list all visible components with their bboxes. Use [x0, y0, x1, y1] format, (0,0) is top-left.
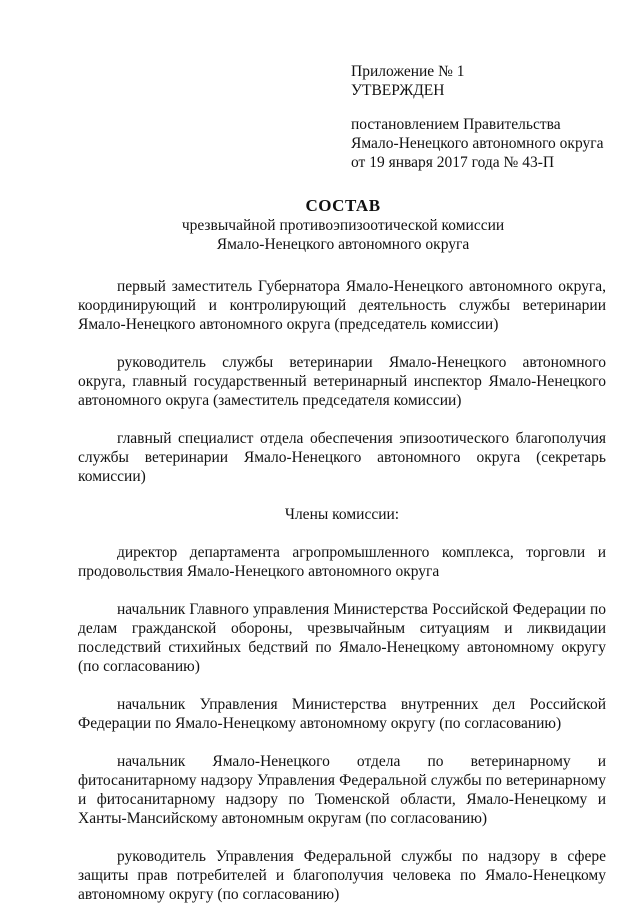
- resolution-date: от 19 января 2017 года № 43-П: [351, 154, 555, 171]
- member-paragraph: начальник Главного управления Министерства Российской Федерации по делам гражданской обороны, чрезвычайным ситуациям и ликвидации последствий стихийных бедствий по Ямало-Ненецкому автономному округу (по согласованию): [78, 601, 606, 675]
- approval-stamp: [351, 62, 621, 172]
- deputy-chairman-paragraph: руководитель службы ветеринарии Ямало-Ненецкого автономного округа, главный государственный ветеринарный инспектор Ямало-Ненецкого автономного округа (заместитель председателя комиссии): [78, 354, 606, 409]
- members-heading: Члены комиссии:: [284, 506, 400, 523]
- title-block: [60, 196, 626, 254]
- document-title: СОСТАВ: [305, 196, 381, 215]
- document-body: [78, 277, 606, 923]
- member-paragraph: начальник Ямало-Ненецкого отдела по ветеринарному и фитосанитарному надзору Управления Федеральной службы по ветеринарному и фитосанитарному надзору по Тюменской области, Ямало-Ненецкому и Ханты-Мансийскому автономным округам (по согласованию): [78, 753, 606, 827]
- resolution-line: постановлением Правительства: [351, 116, 561, 133]
- appendix-number: Приложение № 1: [351, 63, 465, 80]
- spacer: [351, 100, 621, 115]
- document-subtitle-1: чрезвычайной противоэпизоотической комиссии: [181, 217, 505, 234]
- region-line: Ямало-Ненецкого автономного округа: [351, 135, 604, 152]
- chairman-paragraph: первый заместитель Губернатора Ямало-Ненецкого автономного округа, координирующий и контролирующий деятельность службы ветеринарии Ямало-Ненецкого автономного округа (председатель комиссии): [78, 278, 606, 333]
- member-paragraph: директор департамента агропромышленного комплекса, торговли и продовольствия Ямало-Ненецкого автономного округа: [78, 544, 606, 580]
- approved-label: УТВЕРЖДЕН: [351, 82, 445, 99]
- document-subtitle-2: Ямало-Ненецкого автономного округа: [216, 236, 470, 253]
- member-paragraph: руководитель Управления Федеральной службы по надзору в сфере защиты прав потребителей и благополучия человека по Ямало-Ненецкому автономному округу (по согласованию): [78, 848, 606, 903]
- member-paragraph: начальник Управления Министерства внутренних дел Российской Федерации по Ямало-Ненецкому автономному округу (по согласованию): [78, 696, 606, 732]
- secretary-paragraph: главный специалист отдела обеспечения эпизоотического благополучия службы ветеринарии Ямало-Ненецкого автономного округа (секретарь комиссии): [78, 430, 606, 485]
